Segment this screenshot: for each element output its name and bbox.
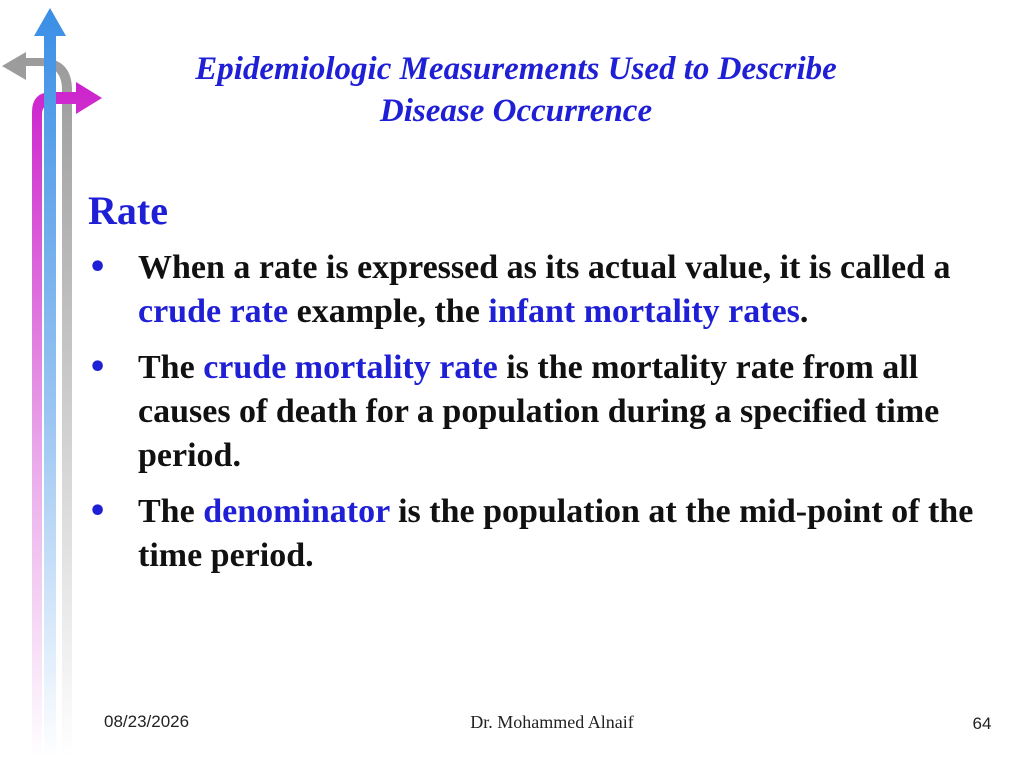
bullet-text: is the population at the mid-point of the time period. [138,493,974,574]
bullet-text: When a rate is expressed as its actual value, it is called a [138,249,951,286]
section-heading: Rate [88,188,168,233]
bullet-icon: • [88,250,108,285]
footer-author: Dr. Mohammed Alnaif [470,712,634,732]
bullet-text: . [799,293,809,330]
bullet-item [88,246,988,334]
bullet-icon: • [88,350,108,385]
bullet-item [88,490,988,578]
highlighted-term: crude rate [138,293,289,330]
highlighted-term: crude mortality rate [203,349,498,386]
bullet-text: is the mortality rate from all causes of death for a population during a specified time period. [138,349,940,474]
bullet-text: example, the [288,293,489,330]
footer-date: 08/23/2026 [104,712,190,731]
bullet-text: The [138,493,204,530]
slide-title-line-2: Disease Occurrence [379,93,653,129]
bullet-list [88,246,988,590]
page-number: 64 [972,714,992,733]
bullet-item [88,346,988,478]
bullet-text: The [138,349,204,386]
slide-title [100,48,932,132]
highlighted-term: infant mortality rates [488,293,800,330]
highlighted-term: denominator [203,493,390,530]
slide-title-line-1: Epidemiologic Measurements Used to Describe [195,51,837,87]
bullet-icon: • [88,494,108,529]
